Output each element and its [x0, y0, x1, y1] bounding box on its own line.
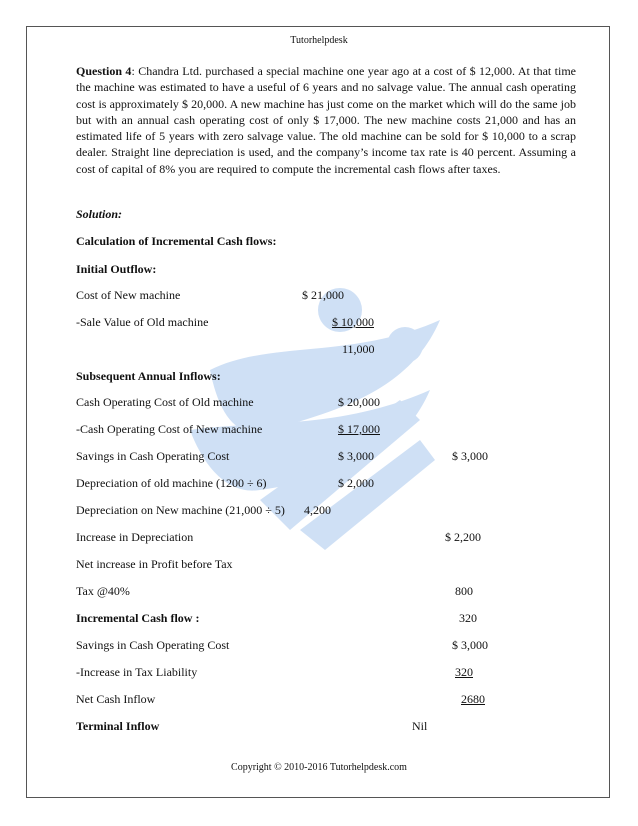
cost-new-machine-value: $ 21,000: [302, 288, 344, 302]
sale-old-machine-value: $ 10,000: [332, 315, 374, 329]
dep-new-value: 4,200: [304, 503, 331, 517]
page-header: Tutorhelpdesk: [290, 35, 348, 46]
incremental-heading-value: 320: [459, 611, 477, 625]
solution-heading: Solution:: [76, 207, 123, 221]
savings-label: Savings in Cash Operating Cost: [76, 449, 230, 463]
initial-outflow-heading: Initial Outflow:: [76, 262, 157, 276]
calc-heading: Calculation of Incremental Cash flows:: [76, 234, 277, 248]
old-cost-value: $ 20,000: [338, 395, 380, 409]
dep-old-label: Depreciation of old machine (1200 ÷ 6): [76, 476, 267, 490]
page-footer-copyright: Copyright © 2010-2016 Tutorhelpdesk.com: [231, 762, 407, 773]
savings-value: $ 3,000: [338, 449, 374, 463]
dep-new-label: Depreciation on New machine (21,000 ÷ 5): [76, 503, 285, 517]
sale-old-machine-label: -Sale Value of Old machine: [76, 315, 209, 329]
inc-dep-label: Increase in Depreciation: [76, 530, 194, 544]
old-cost-label: Cash Operating Cost of Old machine: [76, 395, 254, 409]
tax-label: Tax @40%: [76, 584, 130, 598]
net-inflow-value: 2680: [461, 692, 485, 706]
question-text: : Chandra Ltd. purchased a special machine one year ago at a cost of $ 12,000. At that time the machine was estimated to have a useful of 6 years and no salvage value. The annual cash operating cost is approximately $ 20,000. A new machine has just come on the market which will do the same job but with an annual cash operating cost of only $ 17,000. The new machine costs 21,000 and has an estimated life of 5 years with zero salvage value. The old machine can be sold for $ 10,000 to a scrap dealer. Straight line depreciation is used, and the company’s income tax rate is 40 percent. Assuming a cost of capital of 8% you are required to compute the incremental cash flows after taxes.: [76, 64, 576, 176]
terminal-inflow-value: Nil: [412, 719, 428, 733]
question-paragraph: [76, 63, 576, 177]
cost-new-machine-label: Cost of New machine: [76, 288, 181, 302]
inc-savings-label: Savings in Cash Operating Cost: [76, 638, 230, 652]
net-inflow-label: Net Cash Inflow: [76, 692, 156, 706]
new-cost-label: -Cash Operating Cost of New machine: [76, 422, 263, 436]
dep-old-value: $ 2,000: [338, 476, 374, 490]
subsequent-inflows-heading: Subsequent Annual Inflows:: [76, 369, 221, 383]
incremental-heading: Incremental Cash flow :: [76, 611, 200, 625]
inc-savings-value: $ 3,000: [452, 638, 488, 652]
terminal-inflow-label: Terminal Inflow: [76, 719, 160, 733]
savings-total: $ 3,000: [452, 449, 488, 463]
new-cost-value: $ 17,000: [338, 422, 380, 436]
tax-liability-value: 320: [455, 665, 473, 679]
tax-value: 800: [455, 584, 473, 598]
net-profit-label: Net increase in Profit before Tax: [76, 557, 233, 571]
tax-liability-label: -Increase in Tax Liability: [76, 665, 198, 679]
initial-outflow-net: 11,000: [342, 342, 375, 356]
inc-dep-value: $ 2,200: [445, 530, 481, 544]
question-label: Question 4: [76, 64, 132, 78]
